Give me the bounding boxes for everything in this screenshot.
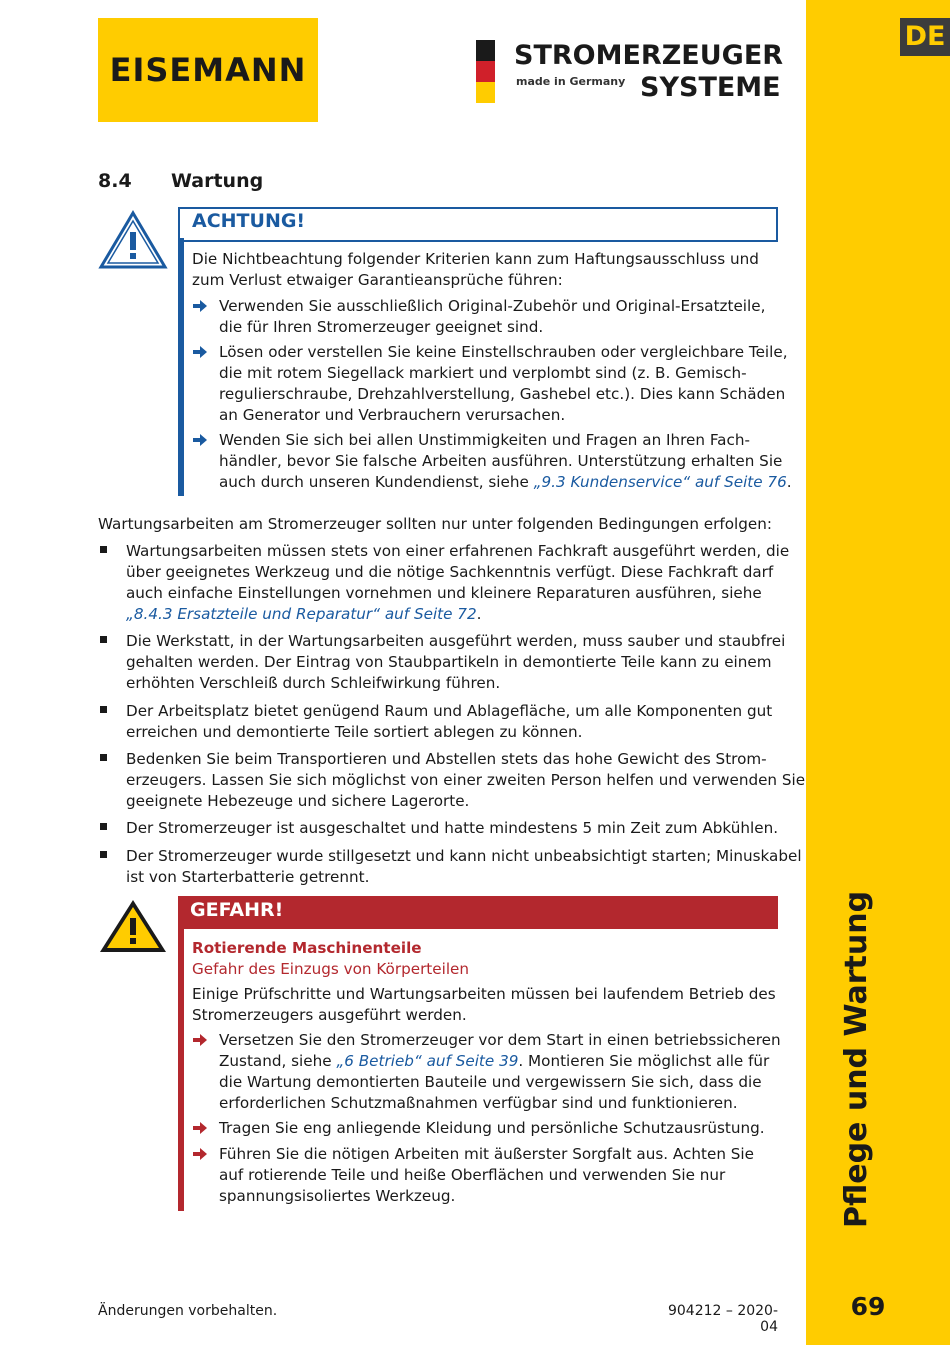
- bullet-1-line-2: über geeignetes Werkzeug und die nötige Sachkenntnis verfügt. Diese Fachkraft darf: [126, 563, 774, 581]
- arrow-right-icon: [193, 346, 207, 358]
- arrow-right-icon: [193, 1034, 207, 1046]
- bullet-1-line-4: „8.4.3 Ersatzteile und Reparatur“ auf Seite 72.: [126, 605, 482, 623]
- achtung-item-1-line-1: Verwenden Sie ausschließlich Original-Zubehör und Original-Ersatzteile,: [219, 297, 766, 315]
- german-flag-icon: [476, 40, 495, 104]
- achtung-item-2-line-3: regulierschraube, Drehzahlverstellung, Gashebel etc.). Dies kann Schäden: [219, 385, 786, 403]
- bullet-square-icon: [100, 706, 107, 713]
- achtung-intro-2: zum Verlust etwaiger Garantieansprüche führen:: [192, 271, 563, 289]
- made-in-label: made in Germany: [516, 75, 626, 88]
- link-betrieb[interactable]: „6 Betrieb“ auf Seite 39: [336, 1052, 519, 1070]
- achtung-heading: ACHTUNG!: [192, 210, 306, 232]
- arrow-right-icon: [193, 434, 207, 446]
- gefahr-item-2: Tragen Sie eng anliegende Kleidung und persönliche Schutzausrüstung.: [219, 1119, 765, 1137]
- bullet-3-line-2: erreichen und demontierte Teile sortiert ablegen zu können.: [126, 723, 583, 741]
- achtung-header: [178, 207, 778, 242]
- gefahr-item-3-line-2: auf rotierende Teile und heiße Oberflächen und verwenden Sie nur: [219, 1166, 726, 1184]
- bullet-1-line-1: Wartungsarbeiten müssen stets von einer erfahrenen Fachkraft ausgeführt werden, die: [126, 542, 790, 560]
- gefahr-item-1-line-1: Versetzen Sie den Stromerzeuger vor dem Start in einen betriebssicheren: [219, 1031, 781, 1049]
- language-badge: DE: [900, 18, 950, 56]
- gefahr-intro-2: Stromerzeugers ausgeführt werden.: [192, 1006, 467, 1024]
- gefahr-subtitle-1: Rotierende Maschinenteile: [192, 939, 422, 957]
- gefahr-item-3-line-1: Führen Sie die nötigen Arbeiten mit äußerster Sorgfalt aus. Achten Sie: [219, 1145, 754, 1163]
- gefahr-intro-1: Einige Prüfschritte und Wartungsarbeiten müssen bei laufendem Betrieb des: [192, 985, 776, 1003]
- gefahr-item-1-line-4: erforderlichen Schutzmaßnahmen verfügbar sind und funktionieren.: [219, 1094, 738, 1112]
- bullet-6-line-1: Der Stromerzeuger wurde stillgesetzt und kann nicht unbeabsichtigt starten; Minuskabel: [126, 847, 802, 865]
- achtung-item-3-line-2: händler, bevor Sie falsche Arbeiten ausführen. Unterstützung erhalten Sie: [219, 452, 783, 470]
- gefahr-subtitle-2: Gefahr des Einzugs von Körperteilen: [192, 960, 470, 978]
- footer-disclaimer: Änderungen vorbehalten.: [98, 1303, 278, 1319]
- achtung-item-2-line-2: die mit rotem Siegellack markiert und verplombt sind (z. B. Gemisch-: [219, 364, 747, 382]
- achtung-item-3-line-1: Wenden Sie sich bei allen Unstimmigkeiten und Fragen an Ihren Fach-: [219, 431, 750, 449]
- bullet-4-line-1: Bedenken Sie beim Transportieren und Abstellen stets das hohe Gewicht des Strom-: [126, 750, 767, 768]
- gefahr-item-1-line-3: die Wartung demontierten Bauteile und vergewissern Sie sich, dass die: [219, 1073, 762, 1091]
- page-number: 69: [850, 1292, 886, 1321]
- caution-triangle-icon: [98, 210, 168, 270]
- footer-doc-number: 904212 – 2020-04: [667, 1303, 778, 1335]
- gefahr-sidebar-bar: [178, 929, 184, 1211]
- bullet-4-line-3: geeignete Hebezeuge und sichere Lagerorte.: [126, 792, 470, 810]
- achtung-item-3-line-3: auch durch unseren Kundendienst, siehe „9.3 Kundenservice“ auf Seite 76.: [219, 473, 792, 491]
- eisemann-logo: [98, 18, 318, 122]
- bullet-square-icon: [100, 823, 107, 830]
- bullet-6-line-2: ist von Starterbatterie getrennt.: [126, 868, 370, 886]
- achtung-intro-1: Die Nichtbeachtung folgender Kriterien kann zum Haftungsausschluss und: [192, 250, 759, 268]
- gefahr-header: [178, 896, 778, 929]
- link-ersatzteile[interactable]: „8.4.3 Ersatzteile und Reparatur“ auf Seite 72: [126, 605, 477, 623]
- bullet-square-icon: [100, 636, 107, 643]
- achtung-sidebar-bar: [178, 238, 184, 496]
- gefahr-item-1-line-2: Zustand, siehe „6 Betrieb“ auf Seite 39. Montieren Sie möglichst alle für: [219, 1052, 770, 1070]
- bullet-2-line-3: erhöhten Verschleiß durch Schleifwirkung führen.: [126, 674, 501, 692]
- link-kundenservice[interactable]: „9.3 Kundenservice“ auf Seite 76: [533, 473, 787, 491]
- bullet-2-line-1: Die Werkstatt, in der Wartungsarbeiten ausgeführt werden, muss sauber und staubfrei: [126, 632, 786, 650]
- arrow-right-icon: [193, 1122, 207, 1134]
- bullet-5-line-1: Der Stromerzeuger ist ausgeschaltet und hatte mindestens 5 min Zeit zum Abkühlen.: [126, 819, 779, 837]
- brand-line-1: STROMERZEUGER: [514, 40, 784, 71]
- bullet-4-line-2: erzeugers. Lassen Sie sich möglichst von einer zweiten Person helfen und verwenden Sie: [126, 771, 806, 789]
- gefahr-heading: GEFAHR!: [190, 899, 284, 921]
- brand-line-2: SYSTEME: [640, 72, 781, 103]
- achtung-item-2-line-4: an Generator und Verbrauchern verursachen.: [219, 406, 566, 424]
- bullet-2-line-2: gehalten werden. Der Eintrag von Staubpartikeln in demontierte Teile kann zu einem: [126, 653, 772, 671]
- danger-triangle-icon: [98, 898, 168, 954]
- bullet-1-line-3: auch einfache Einstellungen vornehmen und kleinere Reparaturen ausführen, siehe: [126, 584, 762, 602]
- section-title: Wartung: [171, 170, 264, 192]
- chapter-title: Pflege und Wartung: [839, 890, 874, 1228]
- bullet-square-icon: [100, 546, 107, 553]
- body-intro: Wartungsarbeiten am Stromerzeuger sollten nur unter folgenden Bedingungen erfolgen:: [98, 515, 772, 533]
- bullet-3-line-1: Der Arbeitsplatz bietet genügend Raum und Ablagefläche, um alle Komponenten gut: [126, 702, 773, 720]
- section-number: 8.4: [98, 170, 132, 192]
- bullet-square-icon: [100, 754, 107, 761]
- arrow-right-icon: [193, 1148, 207, 1160]
- gefahr-item-3-line-3: spannungsisoliertes Werkzeug.: [219, 1187, 456, 1205]
- achtung-item-1-line-2: die für Ihren Stromerzeuger geeignet sind.: [219, 318, 544, 336]
- achtung-item-2-line-1: Lösen oder verstellen Sie keine Einstellschrauben oder vergleichbare Teile,: [219, 343, 788, 361]
- bullet-square-icon: [100, 851, 107, 858]
- arrow-right-icon: [193, 300, 207, 312]
- logo-text: EISEMANN: [109, 51, 307, 89]
